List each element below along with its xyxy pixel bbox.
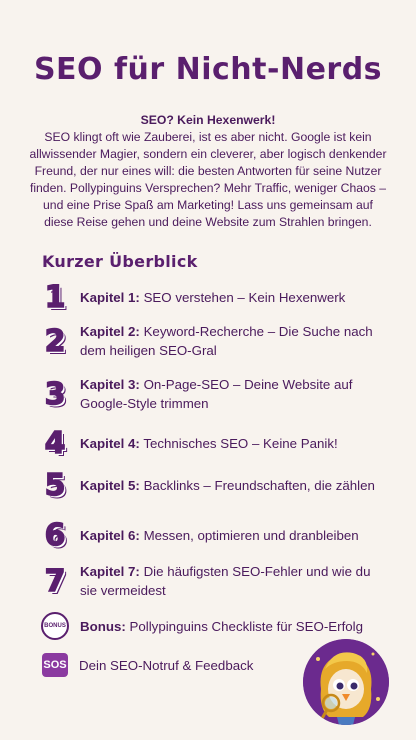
chapter-title: Technisches SEO – Keine Panik! <box>143 436 338 451</box>
page-title: SEO für Nicht-Nerds <box>33 52 383 87</box>
chapter-text-7 <box>80 562 380 600</box>
chapter-title: Keyword-Recherche – Die Suche nach dem heiligen SEO-Gral <box>80 324 373 358</box>
bonus-label: Bonus: <box>80 618 126 634</box>
chapter-item-7[interactable] <box>40 562 380 600</box>
chapter-text-6 <box>80 526 380 545</box>
chapter-text-3 <box>80 375 380 413</box>
chapter-title: On-Page-SEO – Deine Website auf Google-Style trimmen <box>80 377 353 411</box>
chapter-number-7: 7 <box>44 563 66 599</box>
chapter-title: Die häufigsten SEO-Fehler und wie du sie vermeidest <box>80 564 371 598</box>
chapter-label: Kapitel 4: <box>80 436 140 451</box>
bonus-text <box>80 617 380 636</box>
chapter-text-1 <box>80 288 380 307</box>
sos-text: Dein SEO-Notruf & Feedback <box>79 657 254 673</box>
chapter-label: Kapitel 7: <box>80 564 140 579</box>
chapter-item-6[interactable] <box>40 518 380 553</box>
mascot-penguin-image <box>303 639 389 725</box>
chapter-label: Kapitel 3: <box>80 377 140 392</box>
intro-text <box>28 112 388 231</box>
chapter-number-5: 5 <box>44 468 66 503</box>
chapter-label: Kapitel 2: <box>80 324 140 339</box>
bonus-badge-icon: BONUS <box>41 612 69 640</box>
intro-heading: SEO? Kein Hexenwerk! <box>140 113 276 127</box>
penguin-illustration <box>303 639 389 725</box>
chapter-text-4 <box>80 434 380 453</box>
chapter-label: Kapitel 1: <box>80 290 140 305</box>
chapter-number-4: 4 <box>44 426 66 461</box>
overview-heading: Kurzer Überblick <box>42 252 198 271</box>
chapter-item-3[interactable] <box>40 375 380 413</box>
chapter-item-2[interactable] <box>40 322 380 360</box>
chapter-item-5[interactable] <box>40 468 380 503</box>
intro-body: SEO klingt oft wie Zauberei, ist es aber nicht. Google ist kein allwissender Magier, sondern ein cleverer, aber logisch denkender Freund, der nur eines will: die besten Antworten für seine Nutzer finden. Pollypinguins Versprechen? Mehr Traffic, weniger Chaos – und eine Prise Spaß am Marketing! Lass uns gemeinsam auf diese Reise gehen und deine Website zum Strahlen bringen. <box>29 130 387 229</box>
chapter-item-4[interactable] <box>40 426 380 461</box>
chapter-title: Messen, optimieren und dranbleiben <box>143 528 359 543</box>
chapter-text-5 <box>80 476 380 495</box>
chapter-title: Backlinks – Freundschaften, die zählen <box>143 478 375 493</box>
chapter-number-2: 2 <box>44 323 66 359</box>
bonus-title: Pollypinguins Checkliste für SEO-Erfolg <box>129 618 364 634</box>
chapter-label: Kapitel 6: <box>80 528 140 543</box>
chapter-number-1: 1 <box>44 280 66 315</box>
chapter-title: SEO verstehen – Kein Hexenwerk <box>143 290 346 305</box>
chapter-label: Kapitel 5: <box>80 478 140 493</box>
chapter-text-2 <box>80 322 380 360</box>
chapter-number-6: 6 <box>44 518 66 553</box>
sos-icon: SOS <box>42 653 68 677</box>
chapter-number-3: 3 <box>44 376 66 412</box>
chapter-item-1[interactable] <box>40 280 380 315</box>
bonus-item[interactable] <box>40 612 380 640</box>
